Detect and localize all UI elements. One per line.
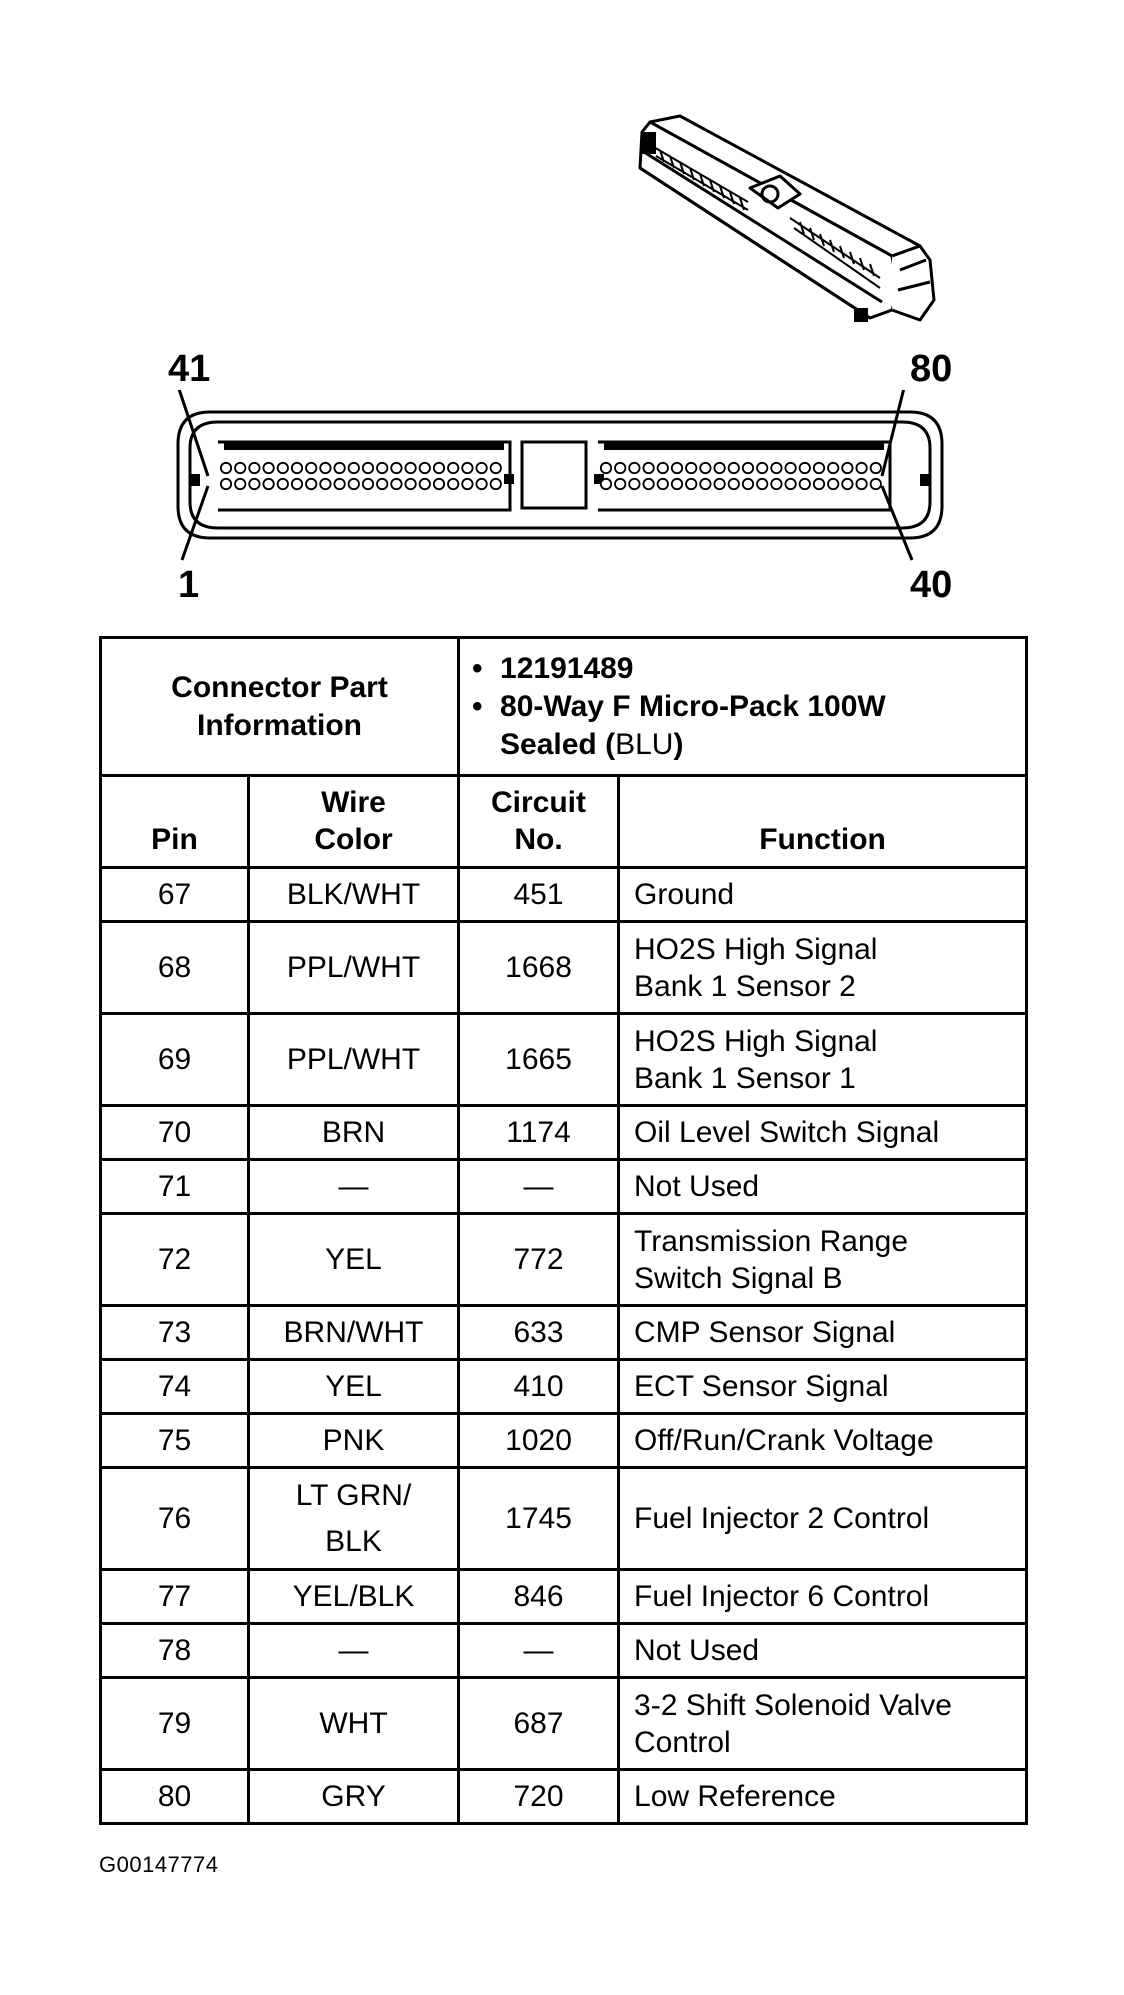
pin-cavity: [672, 479, 682, 489]
wire-color-cell: YEL: [249, 1214, 459, 1306]
function-cell: [619, 1306, 1027, 1360]
function-cell: [619, 1214, 1027, 1306]
pin-cell: 69: [101, 1014, 249, 1106]
pin-cell: 78: [101, 1624, 249, 1678]
pin-cavity: [349, 479, 359, 489]
connector-color: BLU: [615, 727, 674, 761]
pin-cavity: [658, 479, 668, 489]
pin-cavity: [249, 463, 259, 473]
pin-cavity: [292, 463, 302, 473]
pin-cavity: [448, 463, 458, 473]
table-row: [101, 1678, 1027, 1770]
pin-cavity: [785, 479, 795, 489]
function-cell: [619, 1106, 1027, 1160]
table-row: [101, 1468, 1027, 1570]
wire-color-cell: BRN: [249, 1106, 459, 1160]
connector-info-label-line2: Information: [197, 708, 362, 742]
function-line: Fuel Injector 6 Control: [634, 1580, 930, 1613]
pin-cavity: [800, 463, 810, 473]
wire-color-cell: GRY: [249, 1770, 459, 1824]
function-cell: [619, 1014, 1027, 1106]
function-line: HO2S High Signal: [634, 1024, 878, 1058]
function-cell: [619, 922, 1027, 1014]
pin-cavity: [292, 479, 302, 489]
pin-cavity: [615, 479, 625, 489]
connector-info-label-line1: Connector Part: [171, 670, 388, 704]
pin-cavity: [700, 479, 710, 489]
pin-cavity: [278, 463, 288, 473]
circuit-cell: 846: [459, 1570, 619, 1624]
circuit-cell: —: [459, 1624, 619, 1678]
pin-cell: 79: [101, 1678, 249, 1770]
wire-color-cell: PNK: [249, 1414, 459, 1468]
function-line: Switch Signal B: [634, 1261, 843, 1295]
circuit-cell: 1174: [459, 1106, 619, 1160]
wire-color-cell: PPL/WHT: [249, 1014, 459, 1106]
function-line: Low Reference: [634, 1780, 836, 1813]
circuit-cell: 772: [459, 1214, 619, 1306]
pin-cavity: [800, 479, 810, 489]
col-header-circuit: Circuit No.: [459, 776, 619, 868]
function-cell: [619, 868, 1027, 922]
wire-color-line: BLK: [325, 1524, 382, 1558]
pin-cavity: [306, 479, 316, 489]
pin-cavity: [672, 463, 682, 473]
circuit-cell: 451: [459, 868, 619, 922]
function-cell: [619, 1624, 1027, 1678]
wire-color-cell: BRN/WHT: [249, 1306, 459, 1360]
pin-cavity: [263, 479, 273, 489]
pin-cavity: [629, 479, 639, 489]
function-line: Ground: [634, 878, 735, 911]
pin-cavity: [420, 463, 430, 473]
pin-cell: 71: [101, 1160, 249, 1214]
pin-cavity: [686, 463, 696, 473]
pin-cavity: [363, 463, 373, 473]
pin-cavity: [743, 479, 753, 489]
pin-cavity: [785, 463, 795, 473]
pin-cell: 74: [101, 1360, 249, 1414]
connector-info-details: [459, 638, 1027, 776]
function-line: Bank 1 Sensor 2: [634, 969, 856, 1003]
table-row: [101, 922, 1027, 1014]
pin-cavity: [814, 479, 824, 489]
pin-cavity: [306, 463, 316, 473]
function-line: Bank 1 Sensor 1: [634, 1061, 856, 1095]
wire-color-cell: [249, 1468, 459, 1570]
circuit-cell: 1665: [459, 1014, 619, 1106]
function-line: CMP Sensor Signal: [634, 1316, 896, 1349]
pin-cavity: [814, 463, 824, 473]
column-header-row: [101, 776, 1027, 868]
pin-cell: 76: [101, 1468, 249, 1570]
pin-cavity: [320, 463, 330, 473]
pin-cell: 73: [101, 1306, 249, 1360]
table-row: [101, 1160, 1027, 1214]
circuit-cell: 687: [459, 1678, 619, 1770]
pin-cavity: [658, 463, 668, 473]
pin-cavity: [643, 463, 653, 473]
function-cell: [619, 1160, 1027, 1214]
circuit-cell: —: [459, 1160, 619, 1214]
function-line: 3-2 Shift Solenoid Valve: [634, 1688, 952, 1722]
col-header-wire-color: Wire Color: [249, 776, 459, 868]
pin-cell: 67: [101, 868, 249, 922]
table-row: [101, 1624, 1027, 1678]
function-line: Control: [634, 1725, 731, 1759]
pin-cavity: [856, 479, 866, 489]
pin-cavity: [363, 479, 373, 489]
connector-info-label: [101, 638, 459, 776]
connector-isometric-illustration: [630, 110, 950, 340]
pin-cavity: [405, 479, 415, 489]
pin-label-80: 80: [910, 348, 953, 390]
pin-cavity: [771, 479, 781, 489]
pin-cavity: [377, 479, 387, 489]
function-line: Off/Run/Crank Voltage: [634, 1424, 934, 1457]
connector-info-row: [101, 638, 1027, 776]
pin-cavity: [842, 479, 852, 489]
pin-cavity: [828, 463, 838, 473]
circuit-cell: 1745: [459, 1468, 619, 1570]
pin-cell: 68: [101, 922, 249, 1014]
pin-cavity: [334, 479, 344, 489]
circuit-cell: 1020: [459, 1414, 619, 1468]
pin-cavity: [476, 479, 486, 489]
pin-cavity: [491, 463, 501, 473]
pin-cell: 72: [101, 1214, 249, 1306]
pin-cavity: [743, 463, 753, 473]
circuit-cell: 720: [459, 1770, 619, 1824]
table-row: [101, 868, 1027, 922]
col-header-function: Function: [619, 776, 1027, 868]
pin-cell: 75: [101, 1414, 249, 1468]
pin-cavity: [714, 479, 724, 489]
wire-color-cell: BLK/WHT: [249, 868, 459, 922]
pin-cavity: [871, 463, 881, 473]
table-row: [101, 1306, 1027, 1360]
wire-color-cell: PPL/WHT: [249, 922, 459, 1014]
pin-cavity: [856, 463, 866, 473]
pin-cavity: [334, 463, 344, 473]
pin-cavity: [476, 463, 486, 473]
pin-cavity: [615, 463, 625, 473]
function-line: Fuel Injector 2 Control: [634, 1502, 930, 1535]
pin-cavity: [729, 479, 739, 489]
wire-color-cell: —: [249, 1160, 459, 1214]
table-row: [101, 1106, 1027, 1160]
function-cell: [619, 1468, 1027, 1570]
pin-label-41: 41: [168, 348, 211, 390]
function-cell: [619, 1678, 1027, 1770]
table-row: [101, 1570, 1027, 1624]
pin-cavity: [235, 463, 245, 473]
pin-label-1: 1: [178, 564, 200, 606]
pin-cavity: [757, 463, 767, 473]
pin-cavity: [249, 479, 259, 489]
pin-label-40: 40: [910, 564, 953, 606]
pin-cavity: [405, 463, 415, 473]
wire-color-cell: YEL: [249, 1360, 459, 1414]
pin-cavity: [757, 479, 767, 489]
pin-cavity: [601, 463, 611, 473]
pin-cavity: [263, 463, 273, 473]
pin-cavity: [420, 479, 430, 489]
table-row: [101, 1014, 1027, 1106]
pin-cavity: [377, 463, 387, 473]
function-cell: [619, 1360, 1027, 1414]
pin-cell: 80: [101, 1770, 249, 1824]
pin-cavity: [349, 463, 359, 473]
pin-cavity: [221, 463, 231, 473]
function-cell: [619, 1414, 1027, 1468]
table-row: [101, 1360, 1027, 1414]
pin-cavity: [771, 463, 781, 473]
figure-id: G00147774: [99, 1852, 219, 1877]
pin-cavity: [601, 479, 611, 489]
pin-cavity: [842, 463, 852, 473]
pin-cavity: [462, 463, 472, 473]
pin-cell: 70: [101, 1106, 249, 1160]
wire-color-cell: WHT: [249, 1678, 459, 1770]
pin-cavity: [391, 479, 401, 489]
pin-cavity: [235, 479, 245, 489]
circuit-cell: 410: [459, 1360, 619, 1414]
pin-cell: 77: [101, 1570, 249, 1624]
pin-cavity: [278, 479, 288, 489]
function-cell: [619, 1570, 1027, 1624]
table-row: [101, 1414, 1027, 1468]
circuit-cell: 1668: [459, 922, 619, 1014]
connector-description: • 80-Way F Micro-Pack 100W Sealed (BLU): [500, 688, 1025, 764]
pin-cavity: [320, 479, 330, 489]
function-line: Oil Level Switch Signal: [634, 1116, 940, 1149]
col-header-pin: Pin: [101, 776, 249, 868]
connector-pinout-table: [99, 636, 1028, 1825]
pin-cavity: [434, 463, 444, 473]
function-line: Transmission Range: [634, 1224, 909, 1258]
wire-color-cell: —: [249, 1624, 459, 1678]
function-line: HO2S High Signal: [634, 932, 878, 966]
pin-cavity: [871, 479, 881, 489]
pin-cavity: [700, 463, 710, 473]
table-row: [101, 1214, 1027, 1306]
pin-cavity: [714, 463, 724, 473]
wire-color-cell: YEL/BLK: [249, 1570, 459, 1624]
circuit-cell: 633: [459, 1306, 619, 1360]
pin-cavity: [434, 479, 444, 489]
function-line: ECT Sensor Signal: [634, 1370, 889, 1403]
function-cell: [619, 1770, 1027, 1824]
connector-part-number: • 12191489: [500, 650, 1025, 688]
pin-cavity: [462, 479, 472, 489]
pin-cavity: [686, 479, 696, 489]
pin-cavity: [391, 463, 401, 473]
pin-cavity: [491, 479, 501, 489]
pin-cavity: [729, 463, 739, 473]
table-row: [101, 1770, 1027, 1824]
pin-cavity: [629, 463, 639, 473]
connector-face-view: [170, 390, 950, 570]
function-line: Not Used: [634, 1170, 760, 1203]
pin-cavity: [828, 479, 838, 489]
wire-color-line: LT GRN/: [295, 1478, 412, 1512]
pin-cavity: [221, 479, 231, 489]
pin-cavity: [643, 479, 653, 489]
function-line: Not Used: [634, 1634, 760, 1667]
pin-cavity: [448, 479, 458, 489]
